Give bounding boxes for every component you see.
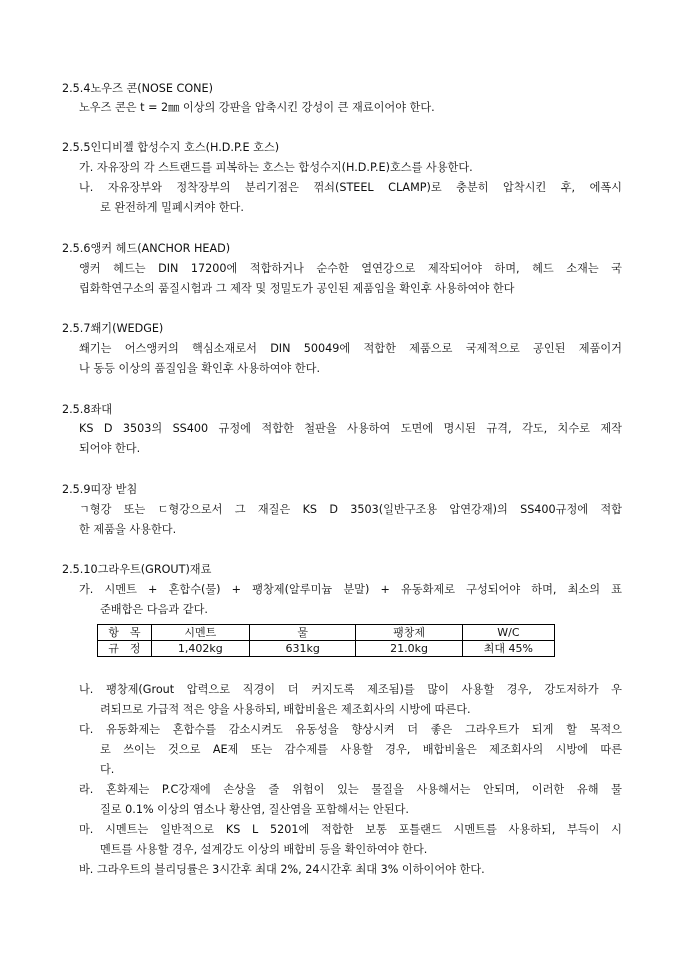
table-cell: 1,402kg	[151, 641, 249, 657]
list-item-continuation: 준배합은 다음과 같다.	[100, 603, 208, 616]
list-item-continuation: 멘트를 사용할 경우, 설계강도 이상의 배합비 등을 확인하여야 한다.	[100, 843, 428, 856]
section-heading-base-plate: 2.5.8좌대	[62, 403, 113, 416]
list-item: 바. 그라우트의 블리딩률은 3시간후 최대 2%, 24시간후 최대 3% 이하이어야 한다.	[79, 863, 485, 876]
list-item: 마. 시멘트는 일반적으로 KS L 5201에 적합한 보통 포틀랜드 시멘트를 사용하되, 부득이 시	[79, 823, 622, 836]
list-item: 나. 팽창제(Grout 압력으로 직경이 더 커지도록 제조됨)를 많이 사용할 경우, 강도저하가 우	[79, 683, 622, 696]
table-header-cell: 팽창제	[356, 625, 462, 641]
table-header-cell: 시멘트	[151, 625, 249, 641]
table-header-cell: 물	[249, 625, 355, 641]
table-header-cell: W/C	[462, 625, 554, 641]
section-body-nose-cone: 노우즈 콘은 t = 2㎜ 이상의 강판을 압축시킨 강성이 큰 재료이어야 한다.	[79, 101, 435, 114]
list-item-continuation: 려되므로 가급적 적은 양을 사용하되, 배합비율은 제조회사의 시방에 따른다.	[100, 703, 471, 716]
paragraph-line: 립화학연구소의 품질시험과 그 제작 및 정밀도가 공인된 제품임을 확인후 사용하여야 한다	[79, 282, 515, 295]
table-header-row	[98, 625, 555, 641]
section-heading-wale-support: 2.5.9띠장 받침	[62, 483, 138, 496]
table-row	[98, 641, 555, 657]
table-header-cell: 항 목	[98, 625, 152, 641]
paragraph-line: 되어야 한다.	[79, 442, 141, 455]
list-item-continuation: 다.	[100, 763, 115, 776]
table-cell: 최대 45%	[462, 641, 554, 657]
list-item-continuation: 로 완전하게 밀폐시켜야 한다.	[100, 201, 244, 214]
list-item: 라. 혼화제는 P.C강재에 손상을 줄 위험이 있는 물질을 사용해서는 안되며, 이러한 유해 물	[79, 783, 622, 796]
list-item-continuation: 로 쓰이는 것으로 AE제 또는 감수제를 사용할 경우, 배합비율은 제조회사의 시방에 따른	[100, 743, 622, 756]
section-heading-wedge: 2.5.7쐐기(WEDGE)	[62, 322, 164, 335]
list-item-continuation: 질로 0.1% 이상의 염소나 황산염, 질산염을 포함해서는 안된다.	[100, 803, 409, 816]
list-item: 나. 자유장부와 정착장부의 분리기점은 꺾쇠(STEEL CLAMP)로 충분히 압착시킨 후, 에폭시	[79, 181, 622, 194]
grout-mix-table	[97, 624, 555, 657]
section-heading-grout: 2.5.10그라우트(GROUT)재료	[62, 563, 212, 576]
list-item: 다. 유동화제는 혼합수를 감소시켜도 유동성을 향상시켜 더 좋은 그라우트가 되게 할 목적으	[79, 723, 622, 736]
paragraph-line: KS D 3503의 SS400 규정에 적합한 철판을 사용하여 도면에 명시된 규격, 각도, 치수로 제작	[79, 422, 622, 435]
paragraph-line: 쐐기는 어스앵커의 핵심소재로서 DIN 50049에 적합한 제품으로 국제적으로 공인된 제품이거	[79, 342, 622, 355]
table-cell: 631kg	[249, 641, 355, 657]
section-heading-nose-cone: 2.5.4노우즈 콘(NOSE CONE)	[62, 82, 213, 95]
section-heading-hose: 2.5.5인디비젤 합성수지 호스(H.D.P.E 호스)	[62, 141, 280, 154]
list-item: 가. 자유장의 각 스트랜드를 피복하는 호스는 합성수지(H.D.P.E)호스를 사용한다.	[79, 161, 473, 174]
table-cell: 규 정	[98, 641, 152, 657]
paragraph-line: 앵커 헤드는 DIN 17200에 적합하거나 순수한 열연강으로 제작되어야 하며, 헤드 소재는 국	[79, 262, 622, 275]
list-item: 가. 시멘트 + 혼합수(물) + 팽창제(알루미늄 분말) + 유동화제로 구성되어야 하며, 최소의 표	[79, 583, 622, 596]
paragraph-line: 한 제품을 사용한다.	[79, 523, 177, 536]
paragraph-line: 나 동등 이상의 품질임을 확인후 사용하여야 한다.	[79, 362, 321, 375]
section-heading-anchor-head: 2.5.6앵커 헤드(ANCHOR HEAD)	[62, 242, 231, 255]
table-cell: 21.0kg	[356, 641, 462, 657]
paragraph-line: ㄱ형강 또는 ㄷ형강으로서 그 재질은 KS D 3503(일반구조용 압연강재)의 SS400규정에 적합	[79, 503, 622, 516]
